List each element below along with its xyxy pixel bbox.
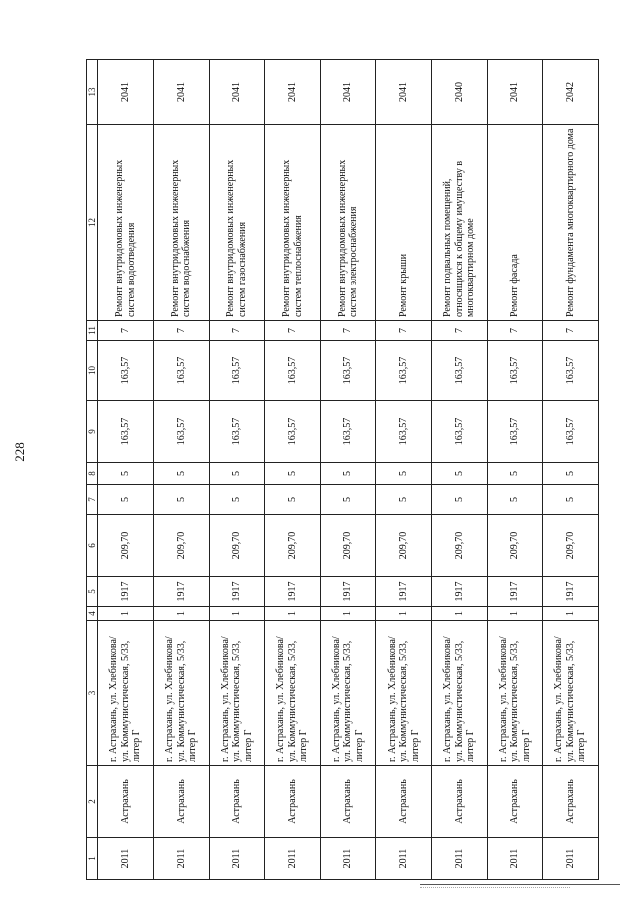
table-row [265, 60, 321, 880]
table-cell: 163,57 [153, 341, 209, 401]
table-cell: г. Астрахань, ул. Хлебникова/ ул. Коммунистическая, 5/33, литер Г [432, 621, 488, 766]
table-cell: 5 [98, 463, 154, 485]
table-cell: 1917 [487, 577, 543, 607]
table-cell: 5 [320, 485, 376, 515]
table-cell: 1 [98, 607, 154, 621]
table-cell: Ремонт подвальных помещений, относящихся к общему имуществу в многоквартирном доме [432, 125, 488, 321]
table-cell: 2042 [543, 60, 599, 125]
table-cell: 1917 [376, 577, 432, 607]
table-cell: Астрахань [265, 766, 321, 838]
table-row [98, 60, 154, 880]
table-cell: 2011 [432, 838, 488, 880]
table-cell: 163,57 [376, 341, 432, 401]
table-cell: 7 [376, 321, 432, 341]
table-cell: 209,70 [432, 515, 488, 577]
table-cell: 1917 [265, 577, 321, 607]
table-cell: 163,57 [153, 401, 209, 463]
table-cell: 163,57 [487, 401, 543, 463]
column-header-2: 2 [87, 766, 98, 838]
column-header-1: 1 [87, 838, 98, 880]
table-cell: Ремонт внутридомовых инженерных систем электроснабжения [320, 125, 376, 321]
column-header-3: 3 [87, 621, 98, 766]
header-row [87, 60, 98, 880]
table-cell: 163,57 [209, 341, 265, 401]
table-cell: г. Астрахань, ул. Хлебникова/ ул. Коммунистическая, 5/33, литер Г [487, 621, 543, 766]
table-cell: 5 [432, 485, 488, 515]
column-header-8: 8 [87, 463, 98, 485]
table-cell: 2041 [209, 60, 265, 125]
table-cell: 163,57 [320, 341, 376, 401]
table-cell: 1 [487, 607, 543, 621]
table-cell: 2041 [153, 60, 209, 125]
table-cell: 7 [265, 321, 321, 341]
table-cell: 7 [320, 321, 376, 341]
table-cell: 1 [265, 607, 321, 621]
table-cell: Астрахань [543, 766, 599, 838]
table-cell: 1917 [432, 577, 488, 607]
table-body [98, 60, 599, 880]
table-cell: Астрахань [376, 766, 432, 838]
footer-dotted-rule [420, 887, 570, 888]
table-cell: 163,57 [432, 341, 488, 401]
table-cell: 1917 [320, 577, 376, 607]
table-cell: 2011 [98, 838, 154, 880]
table-cell: 2041 [376, 60, 432, 125]
table-cell: 2011 [376, 838, 432, 880]
table-cell: Астрахань [153, 766, 209, 838]
table-cell: 5 [153, 463, 209, 485]
table-cell: Ремонт фасада [487, 125, 543, 321]
table-cell: 7 [432, 321, 488, 341]
table-cell: 5 [265, 463, 321, 485]
table-cell: 7 [98, 321, 154, 341]
column-header-7: 7 [87, 485, 98, 515]
table-cell: 1 [432, 607, 488, 621]
table-cell: 1 [320, 607, 376, 621]
table-cell: Астрахань [98, 766, 154, 838]
table-cell: г. Астрахань, ул. Хлебникова/ ул. Коммунистическая, 5/33, литер Г [209, 621, 265, 766]
table-cell: 2041 [487, 60, 543, 125]
table-cell: 163,57 [209, 401, 265, 463]
table-cell: 209,70 [543, 515, 599, 577]
column-header-9: 9 [87, 401, 98, 463]
table-cell: 5 [98, 485, 154, 515]
column-header-11: 11 [87, 321, 98, 341]
table-cell: 209,70 [320, 515, 376, 577]
table-cell: 163,57 [376, 401, 432, 463]
table-cell: 7 [153, 321, 209, 341]
column-header-5: 5 [87, 577, 98, 607]
table-row [487, 60, 543, 880]
table-cell: Ремонт внутридомовых инженерных систем теплоснабжения [265, 125, 321, 321]
table-row [320, 60, 376, 880]
table-cell: 1 [543, 607, 599, 621]
table-cell: 1917 [209, 577, 265, 607]
table-cell: Астрахань [209, 766, 265, 838]
table-cell: 5 [432, 463, 488, 485]
table-cell: 5 [543, 485, 599, 515]
table-cell: г. Астрахань, ул. Хлебникова/ ул. Коммунистическая, 5/33, литер Г [98, 621, 154, 766]
table-cell: 5 [376, 485, 432, 515]
table-cell: 2011 [487, 838, 543, 880]
table-cell: 5 [487, 463, 543, 485]
column-header-13: 13 [87, 60, 98, 125]
rotated-sheet [86, 60, 599, 880]
table-cell: 209,70 [98, 515, 154, 577]
table-cell: 209,70 [376, 515, 432, 577]
table-cell: Астрахань [432, 766, 488, 838]
table-cell: Астрахань [320, 766, 376, 838]
table-cell: 5 [209, 485, 265, 515]
table-cell: 7 [209, 321, 265, 341]
table-cell: г. Астрахань, ул. Хлебникова/ ул. Коммунистическая, 5/33, литер Г [265, 621, 321, 766]
table-cell: 209,70 [153, 515, 209, 577]
table-cell: 2011 [209, 838, 265, 880]
table-cell: Ремонт крыши [376, 125, 432, 321]
column-header-12: 12 [87, 125, 98, 321]
table-cell: 1917 [543, 577, 599, 607]
table-cell: Ремонт внутридомовых инженерных систем газоснабжения [209, 125, 265, 321]
table-cell: 5 [543, 463, 599, 485]
table-row [432, 60, 488, 880]
table-cell: 163,57 [543, 401, 599, 463]
table-cell: 209,70 [265, 515, 321, 577]
table-cell: 5 [209, 463, 265, 485]
table-cell: г. Астрахань, ул. Хлебникова/ ул. Коммунистическая, 5/33, литер Г [153, 621, 209, 766]
table-cell: 1917 [153, 577, 209, 607]
table-cell: 163,57 [432, 401, 488, 463]
footer-rule [420, 884, 620, 885]
table-cell: 1 [153, 607, 209, 621]
table-cell: Ремонт внутридомовых инженерных систем водоснабжения [153, 125, 209, 321]
column-header-6: 6 [87, 515, 98, 577]
table-cell: 163,57 [487, 341, 543, 401]
table-cell: Ремонт фундамента многоквартирного дома [543, 125, 599, 321]
table-cell: 5 [320, 463, 376, 485]
table-cell: 163,57 [543, 341, 599, 401]
table-row [153, 60, 209, 880]
table-cell: г. Астрахань, ул. Хлебникова/ ул. Коммунистическая, 5/33, литер Г [543, 621, 599, 766]
table-cell: 2011 [543, 838, 599, 880]
column-header-10: 10 [87, 341, 98, 401]
table-cell: Астрахань [487, 766, 543, 838]
table-cell: 2011 [153, 838, 209, 880]
table-cell: 1917 [98, 577, 154, 607]
table-cell: г. Астрахань, ул. Хлебникова/ ул. Коммунистическая, 5/33, литер Г [320, 621, 376, 766]
table-cell: 7 [543, 321, 599, 341]
table-cell: 2041 [265, 60, 321, 125]
table-cell: 2041 [98, 60, 154, 125]
table-cell: 209,70 [209, 515, 265, 577]
table-cell: г. Астрахань, ул. Хлебникова/ ул. Коммунистическая, 5/33, литер Г [376, 621, 432, 766]
table-cell: 2011 [265, 838, 321, 880]
table-cell: 2041 [320, 60, 376, 125]
table-cell: Ремонт внутридомовых инженерных систем водоотведения [98, 125, 154, 321]
table-cell: 163,57 [320, 401, 376, 463]
table-cell: 163,57 [265, 341, 321, 401]
table-cell: 163,57 [98, 401, 154, 463]
table-cell: 1 [376, 607, 432, 621]
table-cell: 5 [265, 485, 321, 515]
table-row [209, 60, 265, 880]
table-cell: 1 [209, 607, 265, 621]
table-cell: 209,70 [487, 515, 543, 577]
page-number: 228 [12, 442, 27, 462]
table-cell: 2040 [432, 60, 488, 125]
table-cell: 2011 [320, 838, 376, 880]
table-cell: 163,57 [98, 341, 154, 401]
column-header-4: 4 [87, 607, 98, 621]
table-row [376, 60, 432, 880]
table-cell: 5 [487, 485, 543, 515]
table-cell: 163,57 [265, 401, 321, 463]
repair-schedule-table [86, 59, 599, 880]
table-row [543, 60, 599, 880]
table-cell: 5 [153, 485, 209, 515]
table-cell: 5 [376, 463, 432, 485]
table-cell: 7 [487, 321, 543, 341]
